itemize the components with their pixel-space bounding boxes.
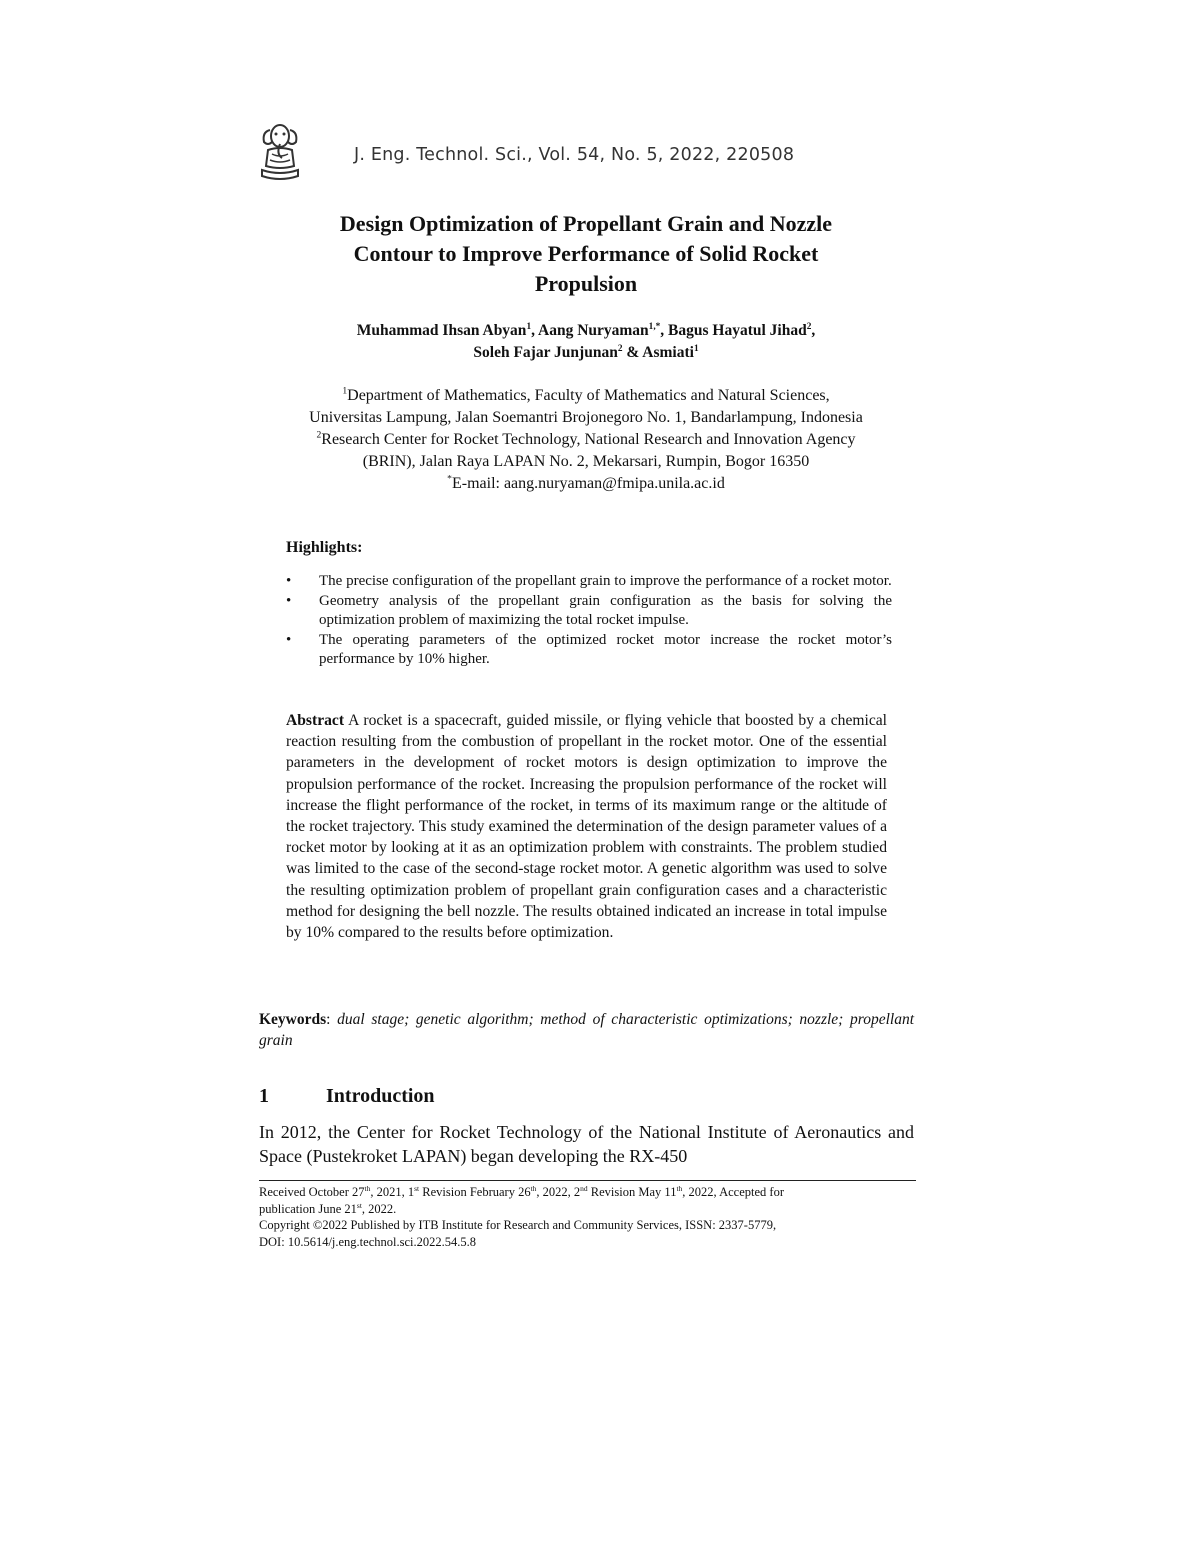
affiliation-1-line-2: Universitas Lampung, Jalan Soemantri Brojonegoro No. 1, Bandarlampung, Indonesia [309,409,863,426]
abstract [286,710,887,943]
keywords-colon: : [326,1011,338,1028]
author-separator: , [660,322,669,339]
fn-sup: th [676,1183,683,1193]
bullet-icon: • [286,573,292,589]
publication-date-line [259,1201,916,1218]
author-affiliation-mark: 2 [617,343,623,354]
fn-sup: st [414,1183,420,1193]
title-line: Contour to Improve Performance of Solid Rocket [353,241,819,266]
author-separator: , [811,322,816,339]
author-name: Bagus Hayatul Jihad [668,322,807,339]
title-line: Propulsion [534,271,638,296]
fn-text: , 2022, Accepted for [682,1185,784,1199]
author-name: Asmiati [642,344,694,361]
affiliation-2-line-1 [250,429,922,451]
author-name: Soleh Fajar Junjunan [473,344,618,361]
author-list [250,320,922,364]
affiliation-text: Research Center for Rocket Technology, National Research and Innovation Agency [321,431,856,448]
list-item [286,592,892,631]
fn-text: , 2022, 2 [536,1185,581,1199]
highlights-list [286,572,892,670]
author-affiliation-mark: 1 [526,321,532,332]
affiliation-mark: 1 [342,385,348,397]
keywords-text: dual stage; genetic algorithm; method of characteristic optimizations; nozzle; propellant grain [259,1011,915,1049]
fn-sup: nd [580,1183,588,1193]
title-line: Design Optimization of Propellant Grain and Nozzle [339,211,833,236]
section-title: Introduction [326,1085,435,1107]
affiliation-1-line-1 [250,385,922,407]
affiliation-2-line-2: (BRIN), Jalan Raya LAPAN No. 2, Mekarsari, Rumpin, Bogor 16350 [362,453,810,470]
section-number: 1 [259,1085,269,1107]
section-heading [259,1085,435,1108]
fn-text: Revision February 26 [419,1185,531,1199]
fn-text: publication June 21 [259,1201,357,1216]
abstract-text: A rocket is a spacecraft, guided missile, or flying vehicle that boosted by a chemical reaction resulting from the combustion of propellant in the rocket motor. One of the essential parameters in the development of rocket motors is design optimization to improve the propulsion performance of the rocket. Increasing the propulsion performance of the rocket will increase the flight performance of the rocket, in terms of its maximum range or the altitude of the rocket trajectory. This study examined the determination of the design parameter values of a rocket motor by looking at it as an optimization problem with constraints. The problem studied was limited to the case of the second-stage rocket motor. A genetic algorithm was used to solve the resulting optimization problem of propellant grain configuration cases and a characteristic method for designing the bell nozzle. The results obtained indicated an increase in total impulse by 10% compared to the results before optimization. [286,712,887,942]
affiliation-text: Department of Mathematics, Faculty of Mathematics and Natural Sciences, [347,387,830,404]
affiliations [250,385,922,495]
corresponding-email [250,473,922,495]
fn-sup: st [356,1200,362,1210]
footnotes [259,1184,916,1250]
abstract-label: Abstract [286,712,345,729]
received-dates-line [259,1184,916,1201]
bullet-icon: • [286,592,292,609]
highlights-heading: Highlights: [286,539,363,556]
fn-sup: th [530,1183,537,1193]
fn-text: Received October 27 [259,1185,365,1199]
list-item [286,631,892,670]
author-name: Muhammad Ihsan Abyan [356,322,527,339]
author-separator: & [622,344,643,361]
copyright-line: Copyright ©2022 Published by ITB Institute for Research and Community Services, ISSN: 2337-5779, [259,1218,777,1232]
footnote-divider [259,1180,916,1181]
author-line-2 [250,342,922,364]
journal-logo [256,120,304,182]
fn-text: , 2021, 1 [370,1185,415,1199]
highlight-text: The precise configuration of the propellant grain to improve the performance of a rocket motor. [319,573,892,589]
introduction-paragraph: In 2012, the Center for Rocket Technology of the National Institute of Aeronautics and Space (Pustekroket LAPAN) began developing the RX-450 [259,1122,914,1166]
keywords [259,1009,914,1051]
paper-title [250,209,922,299]
fn-sup: th [364,1183,371,1193]
author-name: Aang Nuryaman [538,322,649,339]
author-separator: , [531,322,538,339]
author-line-1 [250,320,922,342]
ganesha-emblem-icon [256,120,304,182]
keywords-label: Keywords [259,1011,327,1028]
doi-line: DOI: 10.5614/j.eng.technol.sci.2022.54.5.8 [259,1234,476,1249]
list-item [286,572,892,592]
journal-citation: J. Eng. Technol. Sci., Vol. 54, No. 5, 2022, 220508 [354,145,795,165]
highlight-text: The operating parameters of the optimized rocket motor increase the rocket motor’s performance by 10% higher. [319,631,892,667]
affiliation-mark: 2 [316,429,322,441]
fn-text: , 2022. [361,1201,397,1216]
highlight-text: Geometry analysis of the propellant grain configuration as the basis for solving the optimization problem of maximizing the total rocket impulse. [319,592,892,628]
fn-text: Revision May 11 [587,1185,677,1199]
author-affiliation-mark: 2 [806,321,812,332]
email-text: E-mail: aang.nuryaman@fmipa.unila.ac.id [451,475,725,492]
corresponding-mark: * [447,473,452,485]
author-affiliation-mark: 1,* [648,321,661,332]
author-affiliation-mark: 1 [693,343,699,354]
bullet-icon: • [286,631,292,648]
